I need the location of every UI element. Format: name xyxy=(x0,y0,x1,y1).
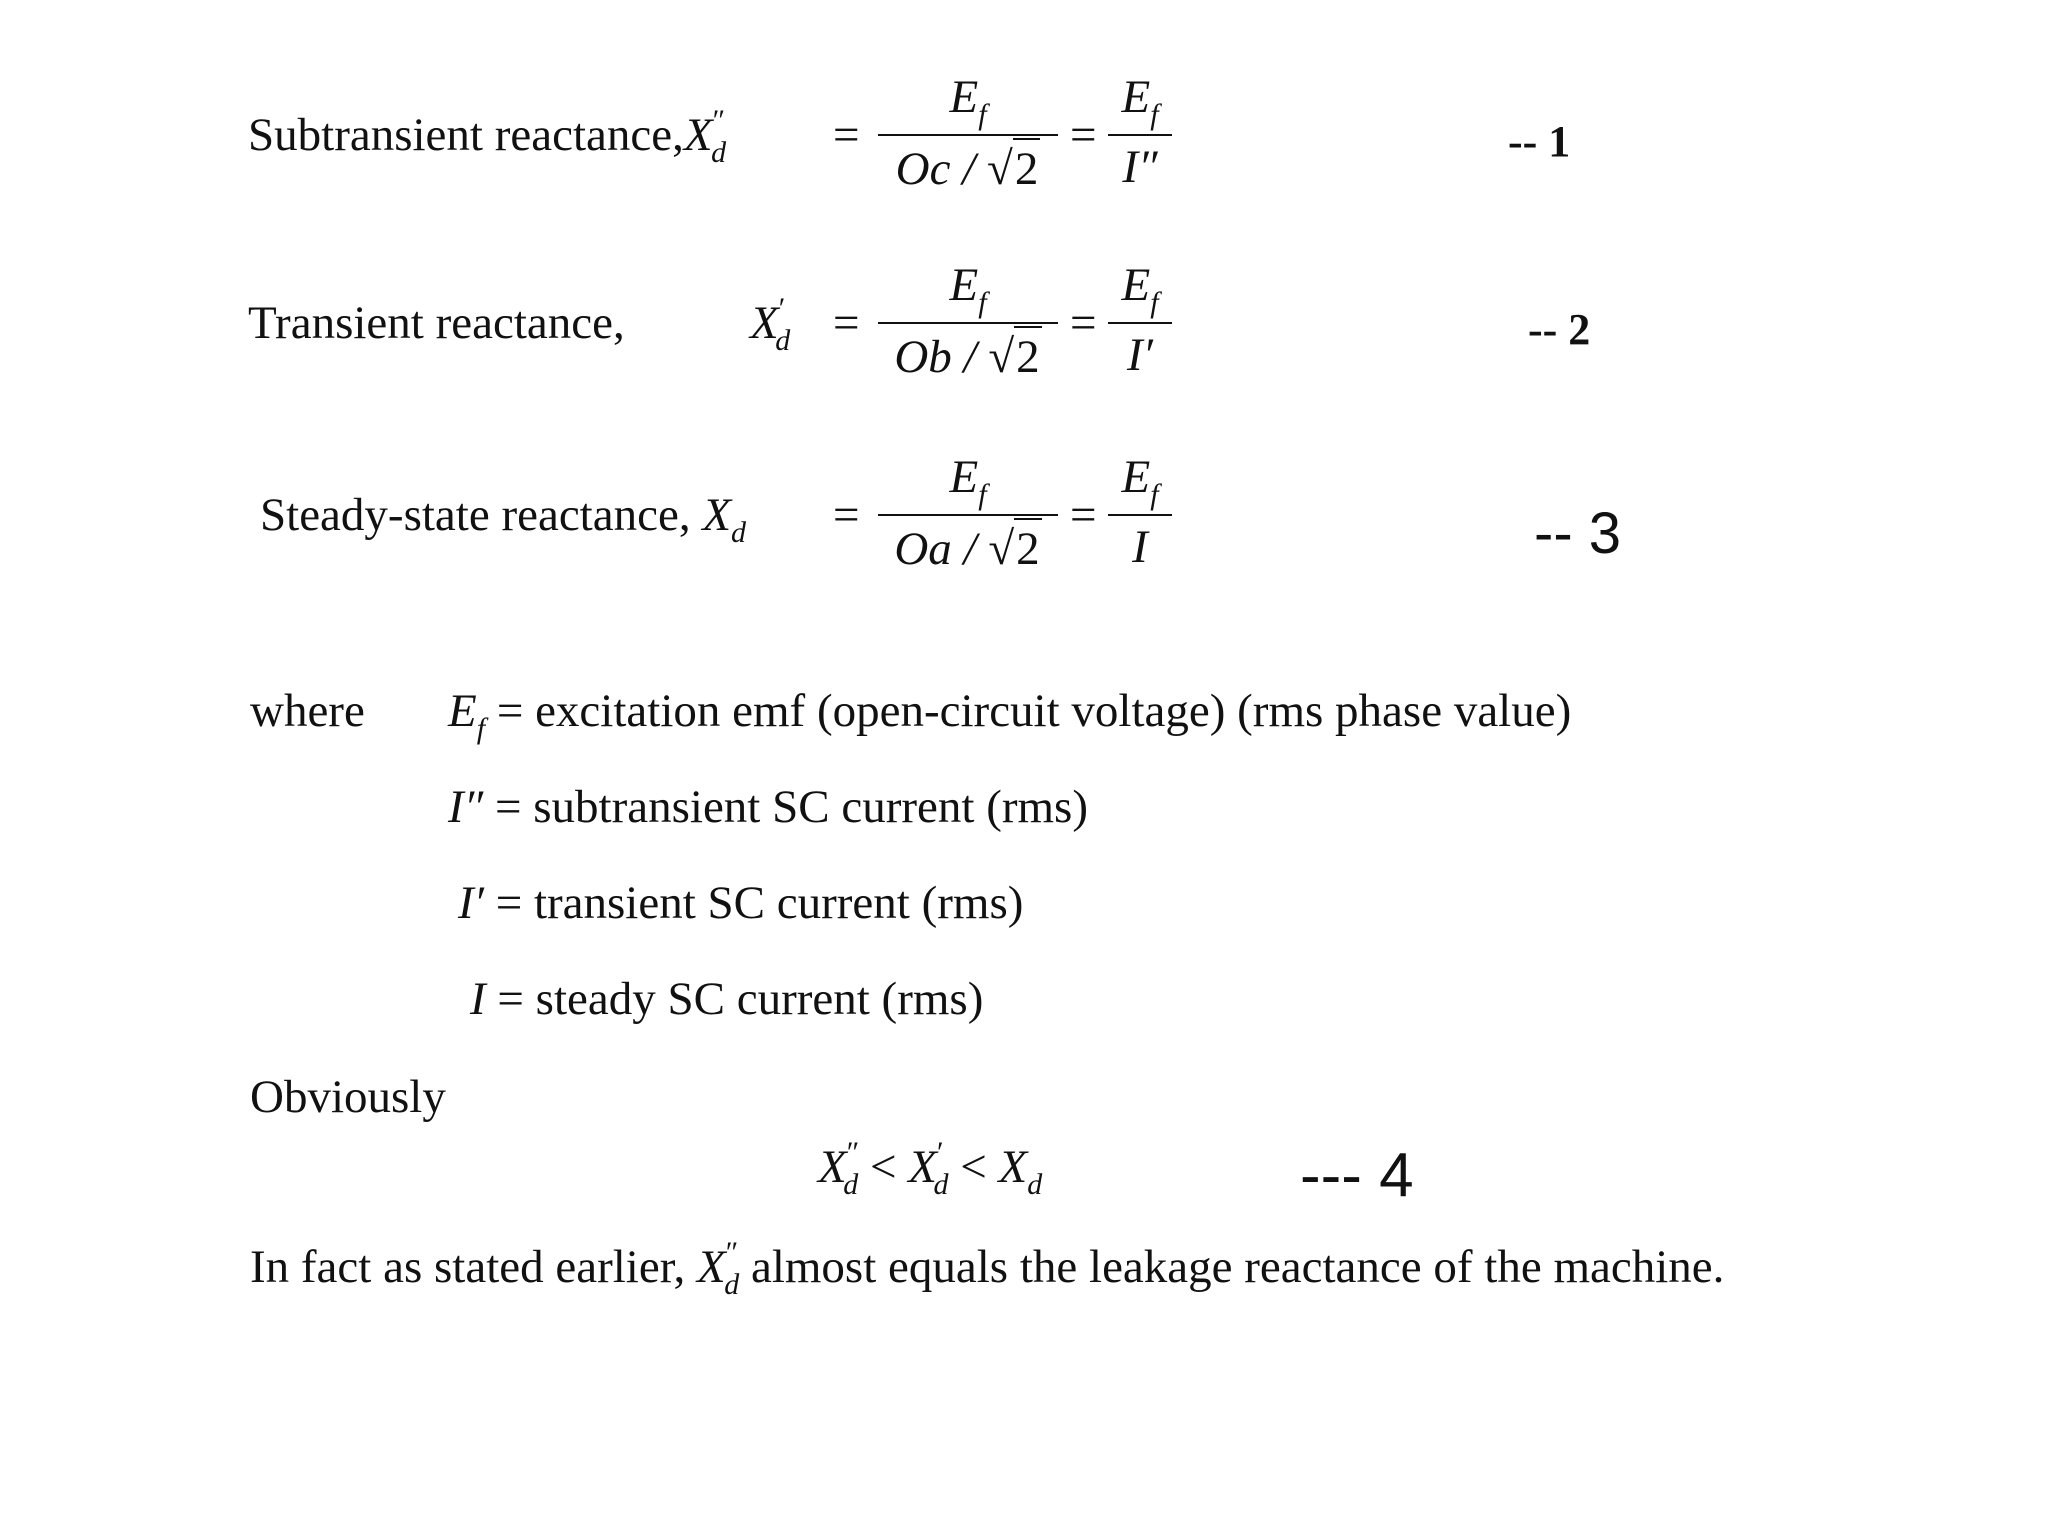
obviously-label: Obviously xyxy=(250,1071,446,1123)
where-label: where xyxy=(250,685,365,737)
equation-1-label: Subtransient reactance, xyxy=(248,109,684,161)
equation-1-fraction-2: $E_f$ I″ xyxy=(1108,68,1172,196)
equation-3-fraction-1: $E_f$ Oa / √2 xyxy=(878,448,1058,578)
equation-3-number: -- 3 xyxy=(1534,501,1621,566)
equation-3-fraction-2: $E_f$ I xyxy=(1108,448,1172,576)
definition-i-transient: I′ = transient SC current (rms) xyxy=(458,877,1024,929)
equation-1-number: -- 1 xyxy=(1508,117,1571,166)
conclusion-sentence: In fact as stated earlier, $X''_d$ almost equals the leakage reactance of the machine. xyxy=(250,1236,1725,1301)
inequality-number: --- 4 xyxy=(1300,1141,1414,1210)
equation-2-label: Transient reactance, xyxy=(248,297,625,349)
equation-2-fraction-1: $E_f$ Ob / √2 xyxy=(878,256,1058,386)
definition-i-steady: I = steady SC current (rms) xyxy=(470,973,984,1025)
equation-2-fraction-2: $E_f$ I′ xyxy=(1108,256,1172,384)
equation-3-label: Steady-state reactance, xyxy=(260,489,691,541)
equation-2-label-row xyxy=(248,296,625,350)
equation-1-fraction-1: $E_f$ Oc / √2 xyxy=(878,68,1058,198)
equation-1-symbol: X xyxy=(683,109,713,161)
definition-ef: $E_f$ = excitation emf (open-circuit voltage) (rms phase value) xyxy=(448,685,1572,745)
equation-2-symbol-row: $X'_d$ xyxy=(750,292,791,357)
definition-i-subtransient: I″ = subtransient SC current (rms) xyxy=(448,781,1088,833)
equation-1-label-row: Subtransient $reactance,X''_d$ xyxy=(248,104,727,169)
inequality: $X''_d < X'_d < X_d$ xyxy=(818,1136,1043,1201)
equation-2-number: -- 2 xyxy=(1528,305,1591,354)
equals-sign: = xyxy=(833,109,860,161)
equation-3-label-row: Steady-state reactance, $X_d$ xyxy=(260,489,747,549)
